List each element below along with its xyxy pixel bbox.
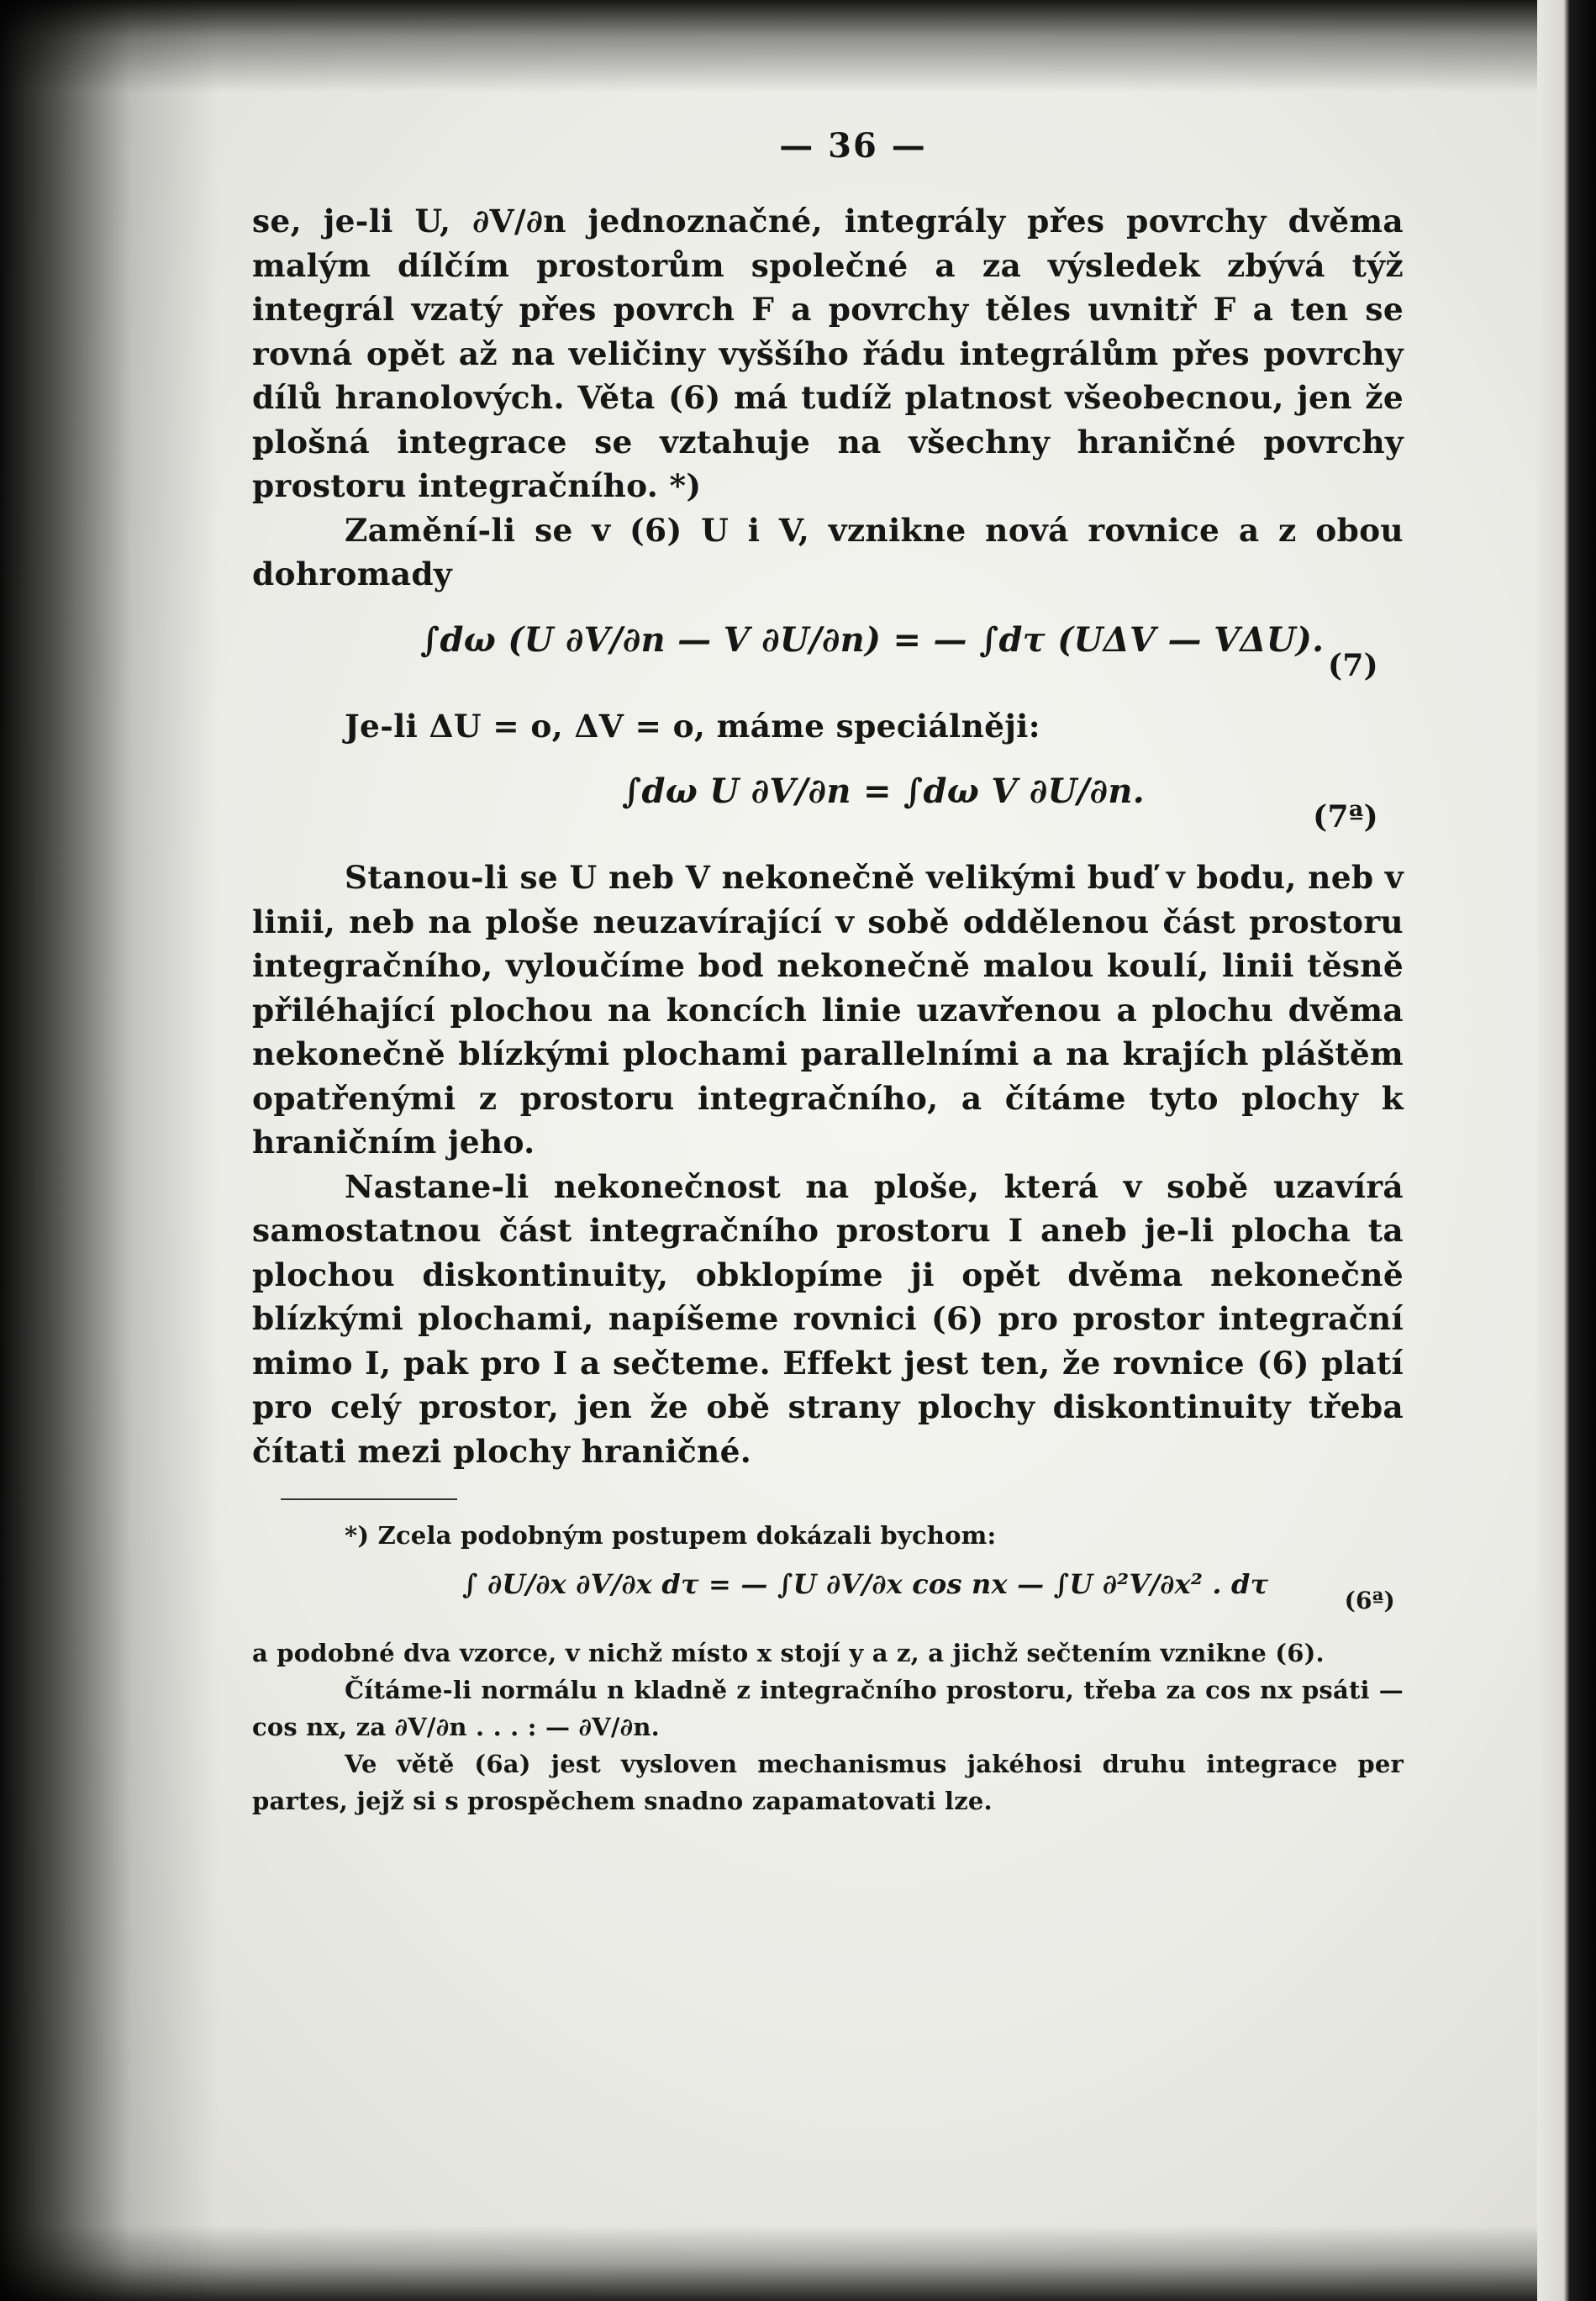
footnote-line-3: Čítáme-li normálu n kladně z integračního prostoru, třeba za cos nx psáti — cos nx, za ∂V/∂n . . . : — ∂V/∂n. [252,1676,1404,1741]
footnote-equation-6a-formula: ∫ ∂U/∂x ∂V/∂x dτ = — ∫U ∂V/∂x cos nx — ∫U ∂²V/∂x² . dτ [462,1568,1269,1600]
footnote-line-4: Ve větě (6a) jest vysloven mechanismus jakéhosi druhu integrace per partes, jejž si s prospěchem snadno zapamatovati lze. [252,1750,1404,1815]
footnote-line-2: a podobné dva vzorce, v nichž místo x stojí y a z, a jichž sečtením vznikne (6). [252,1639,1325,1667]
footnote-divider [281,1498,457,1500]
equation-7-formula: ∫dω (U ∂V/∂n — V ∂U/∂n) = — ∫dτ (UΔV — VΔU). [420,619,1325,660]
bottom-edge-shadow [0,2225,1596,2301]
equation-7a [252,751,1404,852]
equation-7a-number: (7ª) [1313,799,1378,835]
equation-7a-formula: ∫dω U ∂V/∂n = ∫dω V ∂U/∂n. [622,771,1145,811]
main-text [252,199,1404,1473]
footnote-equation-6a [252,1554,1404,1635]
paragraph-3: Je-li ΔU = o, ΔV = o, máme speciálněji: [345,707,1040,745]
equation-7 [252,600,1404,701]
footnote [252,1517,1404,1819]
paragraph-4: Stanou-li se U neb V nekonečně velikými buď v bodu, neb v linii, neb na ploše neuzavírající v sobě oddělenou část prostoru integračního, vyloučíme bod nekonečně malou koulí, linii těsně přiléhající plochou na koncích linie uzavřenou a plochu dvěma nekonečně blízkými plochami parallelními a na krajích pláštěm opatřenými z prostoru integračního, a čítáme tyto plochy k hraničním jeho. [252,859,1404,1161]
equation-7-number: (7) [1327,647,1378,683]
right-page-edge [1537,0,1596,2301]
footnote-equation-6a-number: (6ª) [1344,1587,1395,1614]
paragraph-1: se, je-li U, ∂V/∂n jednoznačné, integrály přes povrchy dvěma malým dílčím prostorům společné a za výsledek zbývá týž integrál vzatý přes povrch F a povrchy těles uvnitř F a ten se rovná opět až na veličiny vyššího řádu integrálům přes povrchy dílů hranolových. Věta (6) má tudíž platnost všeobecnou, jen že plošná integrace se vztahuje na všechny hraničné povrchy prostoru integračního. *) [252,203,1404,504]
paragraph-5: Nastane-li nekonečnost na ploše, která v sobě uzavírá samostatnou část integračního prostoru I aneb je-li plocha ta plochou diskontinuity, obklopíme ji opět dvěma nekonečně blízkými plochami, napíšeme rovnici (6) pro prostor integrační mimo I, pak pro I a sečteme. Effekt jest ten, že rovnice (6) platí pro celý prostor, jen že obě strany plochy diskontinuity třeba čítati mezi plochy hraničné. [252,1167,1404,1470]
paragraph-2: Zamění-li se v (6) U i V, vznikne nová rovnice a z obou dohromady [252,511,1404,592]
footnote-line-1: *) Zcela podobným postupem dokázali bychom: [345,1521,997,1550]
top-edge-shadow [0,0,1596,92]
page-number: — 36 — [779,126,927,166]
page-content [252,126,1404,1819]
left-edge-shadow [0,0,219,2301]
